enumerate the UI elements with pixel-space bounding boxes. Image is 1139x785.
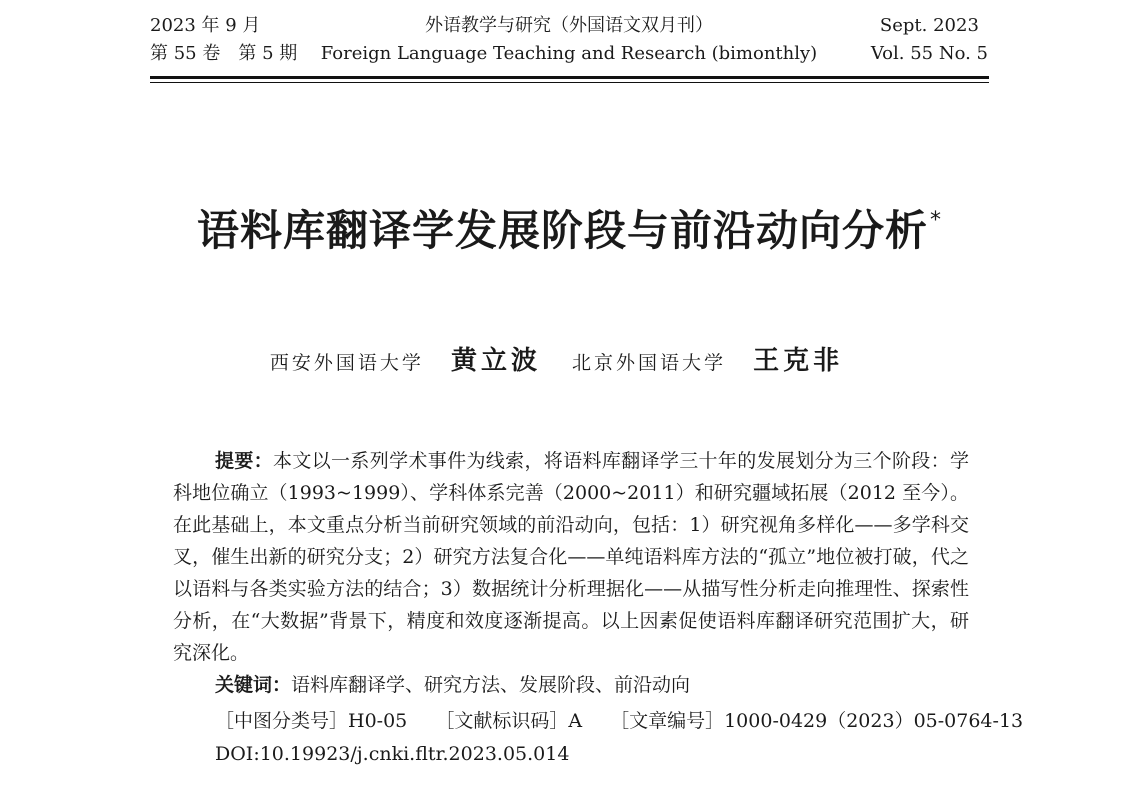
abstract-label: 提要： bbox=[215, 450, 274, 472]
doi-line: DOI:10.19923/j.cnki.fltr.2023.05.014 bbox=[215, 743, 570, 765]
keywords-text: 语料库翻译学、研究方法、发展阶段、前沿动向 bbox=[291, 674, 691, 696]
running-header bbox=[150, 12, 988, 72]
clc-number: ［中图分类号］H0-05 bbox=[215, 710, 408, 732]
author-affiliation: 西安外国语大学 bbox=[269, 352, 424, 374]
header-volume-cn: 第 55 卷 第 5 期 bbox=[150, 43, 298, 64]
journal-name-cn: 外语教学与研究（外国语文双月刊） bbox=[425, 15, 713, 36]
classification-line bbox=[215, 706, 1045, 733]
author-line bbox=[0, 340, 1139, 377]
header-center bbox=[150, 12, 988, 68]
author-name: 王克非 bbox=[753, 346, 844, 376]
header-date-cn: 2023 年 9 月 bbox=[150, 15, 261, 36]
article-title bbox=[0, 198, 1139, 258]
title-footnote-marker: * bbox=[930, 208, 942, 233]
abstract-paragraph bbox=[173, 445, 969, 669]
header-rule-thick bbox=[150, 76, 989, 79]
header-rule-thin bbox=[150, 82, 989, 83]
keywords-line bbox=[173, 669, 969, 701]
header-volume-en: Vol. 55 No. 5 bbox=[870, 43, 988, 64]
article-number: ［文章编号］1000-0429（2023）05-0764-13 bbox=[610, 710, 1024, 732]
header-date-en: Sept. 2023 bbox=[879, 15, 979, 36]
journal-name-en: Foreign Language Teaching and Research (bimonthly) bbox=[320, 43, 818, 64]
author-name: 黄立波 bbox=[450, 346, 541, 376]
article-title-text: 语料库翻译学发展阶段与前沿动向分析 bbox=[196, 206, 928, 255]
abstract-text: 本文以一系列学术事件为线索，将语料库翻译学三十年的发展划分为三个阶段：学科地位确立（1993~1999）、学科体系完善（2000~2011）和研究疆域拓展（2012 至今）。在此基础上，本文重点分析当前研究领域的前沿动向，包括：1）研究视角多样化——多学科交叉，催生出新的研究分支；2）研究方法复合化——单纯语料库方法的“孤立”地位被打破，代之以语料与各类实验方法的结合；3）数据统计分析理据化——从描写性分析走向推理性、探索性分析，在“大数据”背景下，精度和效度逐渐提高。以上因素促使语料库翻译研究范围扩大，研究深化。 bbox=[173, 450, 969, 664]
document-code: ［文献标识码］A bbox=[435, 710, 583, 732]
header-right bbox=[871, 12, 988, 68]
abstract-block bbox=[173, 445, 969, 701]
keywords-label: 关键词： bbox=[215, 674, 292, 696]
author-affiliation: 北京外国语大学 bbox=[572, 352, 727, 374]
